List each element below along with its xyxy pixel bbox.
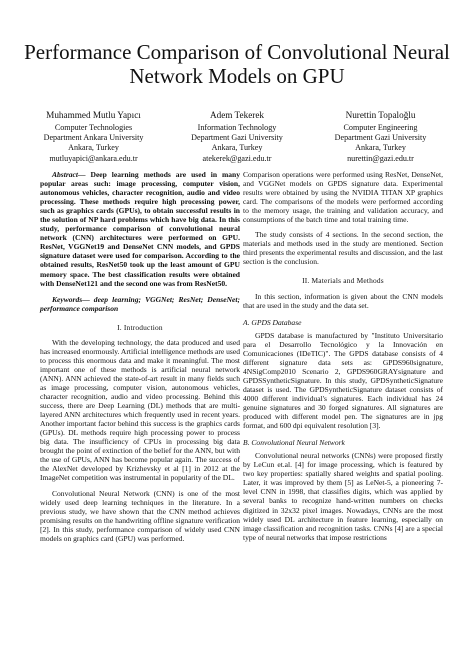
abstract (40, 170, 240, 288)
author-city: Ankara, Turkey (211, 143, 263, 153)
author-name: Adem Tekerek (209, 110, 265, 120)
subsection-cnn: B. Convolutional Neural Network (243, 438, 345, 448)
author-2 (166, 110, 309, 164)
cnn-paragraph: Convolutional neural networks (CNNs) were proposed firstly by LeCun et.al. [4] for image processing, which is featured by two key properties: spatially shared weights and spatial pooling. Later, it was improved by them [5] as LeNet-5, a pioneering 7-level CNN in 1998, that classifies digits, which was applied by several banks to recognize hand-written numbers on checks digitized in 32x32 pixel images. Nowadays, CNNs are the most widely used DL architecture in feature learning, especially on image classification and recognition tasks. CNNs [4] are a special type of neural networks that impose restrictions (243, 451, 443, 542)
author-1 (22, 110, 165, 164)
author-city: Ankara, Turkey (355, 143, 406, 153)
intro-paragraph-2: Convolutional Neural Network (CNN) is one of the most widely used deep learning techniques in the literature. In a previous study, we have shown that the CNN method achieves promising results on the handwriting offline signature verification [2]. In this study, performance comparison of widely used CNN models on graphics card (GPU) was performed. (40, 488, 240, 543)
title-line-2: Network Models on GPU (129, 64, 345, 88)
keywords: Keywords— deep learning; VGGNet; ResNet; DenseNet; performance comparison (40, 294, 240, 313)
abstract-label: Abstract— (52, 170, 86, 179)
author-dept: Computer Technologies (54, 122, 133, 132)
abstract-text: Deep learning methods are used in many popular areas such: image processing, computer vision, autonomous vehicles, character recognition, audio and video processing. These methods require high processing power, such as graphics cards (GPUs), to obtain successful results in the solution of NP hard problems which have big data. In this study, performance comparison of convolutional neural network (CNN) architectures were performed on GPU. ResNet, VGGNet19 and DenseNet CNN models, and GPDS signature dataset were used for comparison. According to the obtained results, ResNet50 took up the least amount of GPU memory space. The best classification results were obtained with DenseNet121 and the second one was from ResNet50. (40, 170, 240, 288)
author-email: mutluyapici@ankara.edu.tr (49, 153, 138, 163)
author-email: atekerek@gazi.edu.tr (202, 153, 272, 163)
section-heading-introduction: I. Introduction (117, 322, 163, 332)
author-name: Muhammed Mutlu Yapıcı (46, 110, 141, 120)
right-paragraph-1: Comparison operations were performed using ResNet, DenseNet, and VGGNet models on GPDS signature data. Experimental results were obtained by using the NVIDIA TITAN XP graphics card. The comparisons of the models were performed according to the memory usage, the training and validation accuracy, and consumptions of the batch time and total training time. (243, 170, 443, 225)
title-line-1: Performance Comparison of Convolutional Neural (24, 40, 450, 64)
author-name: Nurettin Topaloğlu (345, 110, 416, 120)
left-column (40, 170, 240, 543)
right-paragraph-2: The study consists of 4 sections. In the second section, the materials and methods used in the study are mentioned. Section third presents the experimental results and discussion, and the last section is the conclusion. (243, 230, 443, 267)
author-org: Department Ankara University (43, 132, 144, 142)
gpds-paragraph: GPDS database is manufactured by "Instituto Universitario para el Desarrollo Tecnológico y la Innovación en Comunicaciones (IDeTIC)". The GPDS database consists of 4 different signature data sets as: GPDS960signature, 4NSigComp2010 Scenario 2, GPDS960GRAYsignature and GPDSSyntheticSignature. In this study, GPDSyntheticSignature dataset is used. The GPDSyntheticSignature dataset consists of 4000 different individual's signatures. Each individual has 24 genuine signatures and 30 forged signatures. All signatures are produced with different model pen. The signatures are in jpg format, and 600 dpi equivalent resolution [3]. (243, 330, 443, 431)
author-3 (309, 110, 452, 164)
author-city: Ankara, Turkey (68, 143, 119, 153)
paper-title (20, 40, 454, 88)
materials-paragraph: In this section, information is given about the CNN models that are used in the study and the data set. (243, 291, 443, 310)
subsection-gpds: A. GPDS Database (243, 317, 302, 327)
intro-paragraph-1: With the developing technology, the data produced and used has increased enormously. Artificial intelligence methods are used to process this enormous data and make it meaningful. The most important one of these methods is artificial neural network (ANN). ANN achieved the state-of-art result in many fields such as image processing, computer vision, autonomous vehicles, character recognition, audio and video processing. Behind this success, there are Deep Learning (DL) methods that are multi-layered ANN architectures which frequently used in recent years. Another important factor behind this success is the graphics cards (GPUs). DL methods require high processing power to process big data. The insufficiency of CPUs in processing big data brought the point of extinction of the belief for the ANN, but with the use of GPUs, ANN has become popular again. The success of the AlexNet developed by Krizhevsky et al [1] in 2012 at the ImageNet competition was instrumental in popularity of the DL. (40, 337, 240, 483)
author-org: Department Gazi University (334, 132, 427, 142)
author-dept: Computer Engineering (343, 122, 418, 132)
author-email: nurettin@gazi.edu.tr (347, 153, 414, 163)
author-org: Department Gazi University (191, 132, 283, 142)
right-column (243, 170, 443, 542)
author-block (22, 110, 452, 164)
author-dept: Information Technology (197, 122, 277, 132)
section-heading-materials: II. Materials and Methods (302, 276, 384, 286)
